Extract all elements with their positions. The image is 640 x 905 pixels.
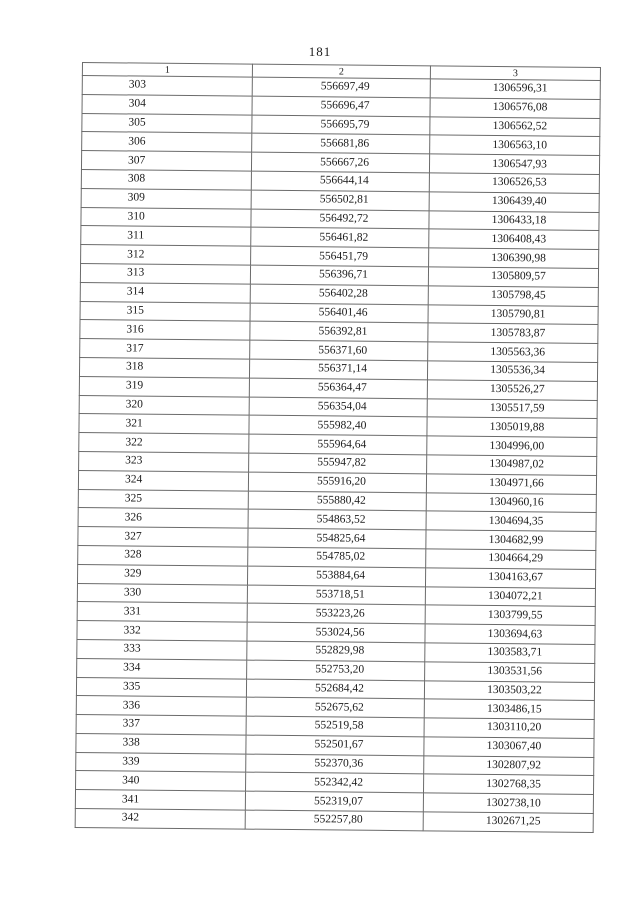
point-number-cell: 321 [79, 414, 249, 434]
x-coordinate-cell: 556371,60 [250, 340, 428, 361]
y-coordinate-cell: 1306433,18 [429, 210, 599, 230]
y-coordinate-cell: 1304682,99 [426, 530, 596, 550]
column-header-3: 3 [430, 66, 600, 81]
x-coordinate-cell: 556364,47 [249, 378, 427, 399]
x-coordinate-cell: 553223,26 [247, 603, 425, 624]
x-coordinate-cell: 556502,81 [251, 190, 429, 211]
point-number-cell: 310 [81, 207, 251, 227]
x-coordinate-cell: 556401,46 [250, 303, 428, 324]
x-coordinate-cell: 552753,20 [247, 660, 425, 681]
point-number-cell: 322 [79, 433, 249, 453]
x-coordinate-cell: 555880,42 [248, 491, 426, 512]
x-coordinate-cell: 553884,64 [247, 566, 425, 587]
x-coordinate-cell: 555964,64 [249, 434, 427, 455]
x-coordinate-cell: 556354,04 [249, 397, 427, 418]
y-coordinate-cell: 1305517,59 [427, 398, 597, 418]
point-number-cell: 338 [76, 733, 246, 753]
table-row [75, 809, 593, 833]
point-number-cell: 339 [76, 752, 246, 772]
point-number-cell: 314 [80, 282, 250, 302]
point-number-cell: 341 [75, 790, 245, 810]
point-number-cell: 334 [77, 658, 247, 678]
y-coordinate-cell: 1305536,34 [427, 361, 597, 381]
y-coordinate-cell: 1302768,35 [423, 774, 593, 794]
y-coordinate-cell: 1303067,40 [424, 737, 594, 757]
x-coordinate-cell: 552684,42 [246, 679, 424, 700]
point-number-cell: 303 [82, 76, 252, 96]
y-coordinate-cell: 1306576,08 [430, 98, 600, 118]
x-coordinate-cell: 556451,79 [251, 246, 429, 267]
point-number-cell: 325 [78, 489, 248, 509]
x-coordinate-cell: 552829,98 [247, 641, 425, 662]
y-coordinate-cell: 1306390,98 [429, 248, 599, 268]
x-coordinate-cell: 555916,20 [248, 472, 426, 493]
y-coordinate-cell: 1304072,21 [425, 586, 595, 606]
point-number-cell: 336 [76, 696, 246, 716]
y-coordinate-cell: 1306408,43 [429, 229, 599, 249]
y-coordinate-cell: 1305783,87 [428, 323, 598, 343]
point-number-cell: 333 [77, 639, 247, 659]
y-coordinate-cell: 1303694,63 [425, 624, 595, 644]
point-number-cell: 330 [77, 583, 247, 603]
point-number-cell: 304 [82, 94, 252, 114]
point-number-cell: 311 [81, 226, 251, 246]
x-coordinate-cell: 556402,28 [250, 284, 428, 305]
y-coordinate-cell: 1305526,27 [427, 380, 597, 400]
y-coordinate-cell: 1304987,02 [427, 455, 597, 475]
y-coordinate-cell: 1304996,00 [427, 436, 597, 456]
x-coordinate-cell: 556695,79 [252, 115, 430, 136]
point-number-cell: 315 [80, 301, 250, 321]
x-coordinate-cell: 556396,71 [250, 265, 428, 286]
y-coordinate-cell: 1306439,40 [429, 192, 599, 212]
y-coordinate-cell: 1303799,55 [425, 605, 595, 625]
y-coordinate-cell: 1306547,93 [429, 154, 599, 174]
point-number-cell: 337 [76, 715, 246, 735]
point-number-cell: 318 [79, 357, 249, 377]
x-coordinate-cell: 554825,64 [248, 528, 426, 549]
page-number: 181 [308, 44, 332, 59]
point-number-cell: 324 [78, 470, 248, 490]
x-coordinate-cell: 556644,14 [251, 171, 429, 192]
point-number-cell: 340 [76, 771, 246, 791]
x-coordinate-cell: 553718,51 [247, 585, 425, 606]
point-number-cell: 312 [81, 245, 251, 265]
point-number-cell: 317 [80, 339, 250, 359]
y-coordinate-cell: 1305798,45 [428, 286, 598, 306]
point-number-cell: 332 [77, 621, 247, 641]
y-coordinate-cell: 1304163,67 [425, 568, 595, 588]
point-number-cell: 313 [80, 263, 250, 283]
point-number-cell: 342 [75, 809, 245, 829]
x-coordinate-cell: 556371,14 [249, 359, 427, 380]
point-number-cell: 305 [82, 113, 252, 133]
point-number-cell: 320 [79, 395, 249, 415]
column-header-2: 2 [252, 64, 430, 79]
y-coordinate-cell: 1306562,52 [430, 116, 600, 136]
point-number-cell: 308 [81, 169, 251, 189]
y-coordinate-cell: 1304664,29 [426, 549, 596, 569]
y-coordinate-cell: 1305563,36 [428, 342, 598, 362]
y-coordinate-cell: 1303583,71 [425, 643, 595, 663]
table-body [75, 76, 600, 833]
column-header-1: 1 [82, 63, 252, 78]
x-coordinate-cell: 552370,36 [246, 754, 424, 775]
coordinates-table-container [75, 62, 600, 833]
y-coordinate-cell: 1305019,88 [427, 417, 597, 437]
y-coordinate-cell: 1303503,22 [424, 680, 594, 700]
point-number-cell: 319 [79, 376, 249, 396]
x-coordinate-cell: 556461,82 [251, 228, 429, 249]
y-coordinate-cell: 1306526,53 [429, 173, 599, 193]
y-coordinate-cell: 1303531,56 [425, 662, 595, 682]
point-number-cell: 329 [77, 564, 247, 584]
point-number-cell: 316 [80, 320, 250, 340]
point-number-cell: 335 [76, 677, 246, 697]
y-coordinate-cell: 1304694,35 [426, 511, 596, 531]
y-coordinate-cell: 1303486,15 [424, 699, 594, 719]
y-coordinate-cell: 1306596,31 [430, 79, 600, 99]
y-coordinate-cell: 1304971,66 [426, 474, 596, 494]
point-number-cell: 309 [81, 188, 251, 208]
x-coordinate-cell: 554785,02 [248, 547, 426, 568]
x-coordinate-cell: 555982,40 [249, 415, 427, 436]
x-coordinate-cell: 552257,80 [245, 810, 423, 831]
point-number-cell: 327 [78, 527, 248, 547]
y-coordinate-cell: 1303110,20 [424, 718, 594, 738]
y-coordinate-cell: 1302671,25 [423, 812, 593, 832]
x-coordinate-cell: 556392,81 [250, 321, 428, 342]
y-coordinate-cell: 1305809,57 [428, 267, 598, 287]
coordinates-table [75, 62, 601, 833]
x-coordinate-cell: 553024,56 [247, 622, 425, 643]
x-coordinate-cell: 552675,62 [246, 697, 424, 718]
y-coordinate-cell: 1304960,16 [426, 492, 596, 512]
point-number-cell: 323 [79, 451, 249, 471]
x-coordinate-cell: 556681,86 [252, 134, 430, 155]
point-number-cell: 331 [77, 602, 247, 622]
x-coordinate-cell: 556492,72 [251, 209, 429, 230]
x-coordinate-cell: 552342,42 [246, 773, 424, 794]
y-coordinate-cell: 1302738,10 [423, 793, 593, 813]
point-number-cell: 326 [78, 508, 248, 528]
x-coordinate-cell: 556667,26 [251, 152, 429, 173]
x-coordinate-cell: 552319,07 [245, 791, 423, 812]
point-number-cell: 328 [78, 545, 248, 565]
y-coordinate-cell: 1302807,92 [424, 756, 594, 776]
x-coordinate-cell: 552519,58 [246, 716, 424, 737]
point-number-cell: 307 [81, 151, 251, 171]
x-coordinate-cell: 554863,52 [248, 509, 426, 530]
x-coordinate-cell: 556697,49 [252, 77, 430, 98]
x-coordinate-cell: 556696,47 [252, 96, 430, 117]
x-coordinate-cell: 555947,82 [249, 453, 427, 474]
y-coordinate-cell: 1306563,10 [430, 135, 600, 155]
point-number-cell: 306 [82, 132, 252, 152]
x-coordinate-cell: 552501,67 [246, 735, 424, 756]
y-coordinate-cell: 1305790,81 [428, 304, 598, 324]
